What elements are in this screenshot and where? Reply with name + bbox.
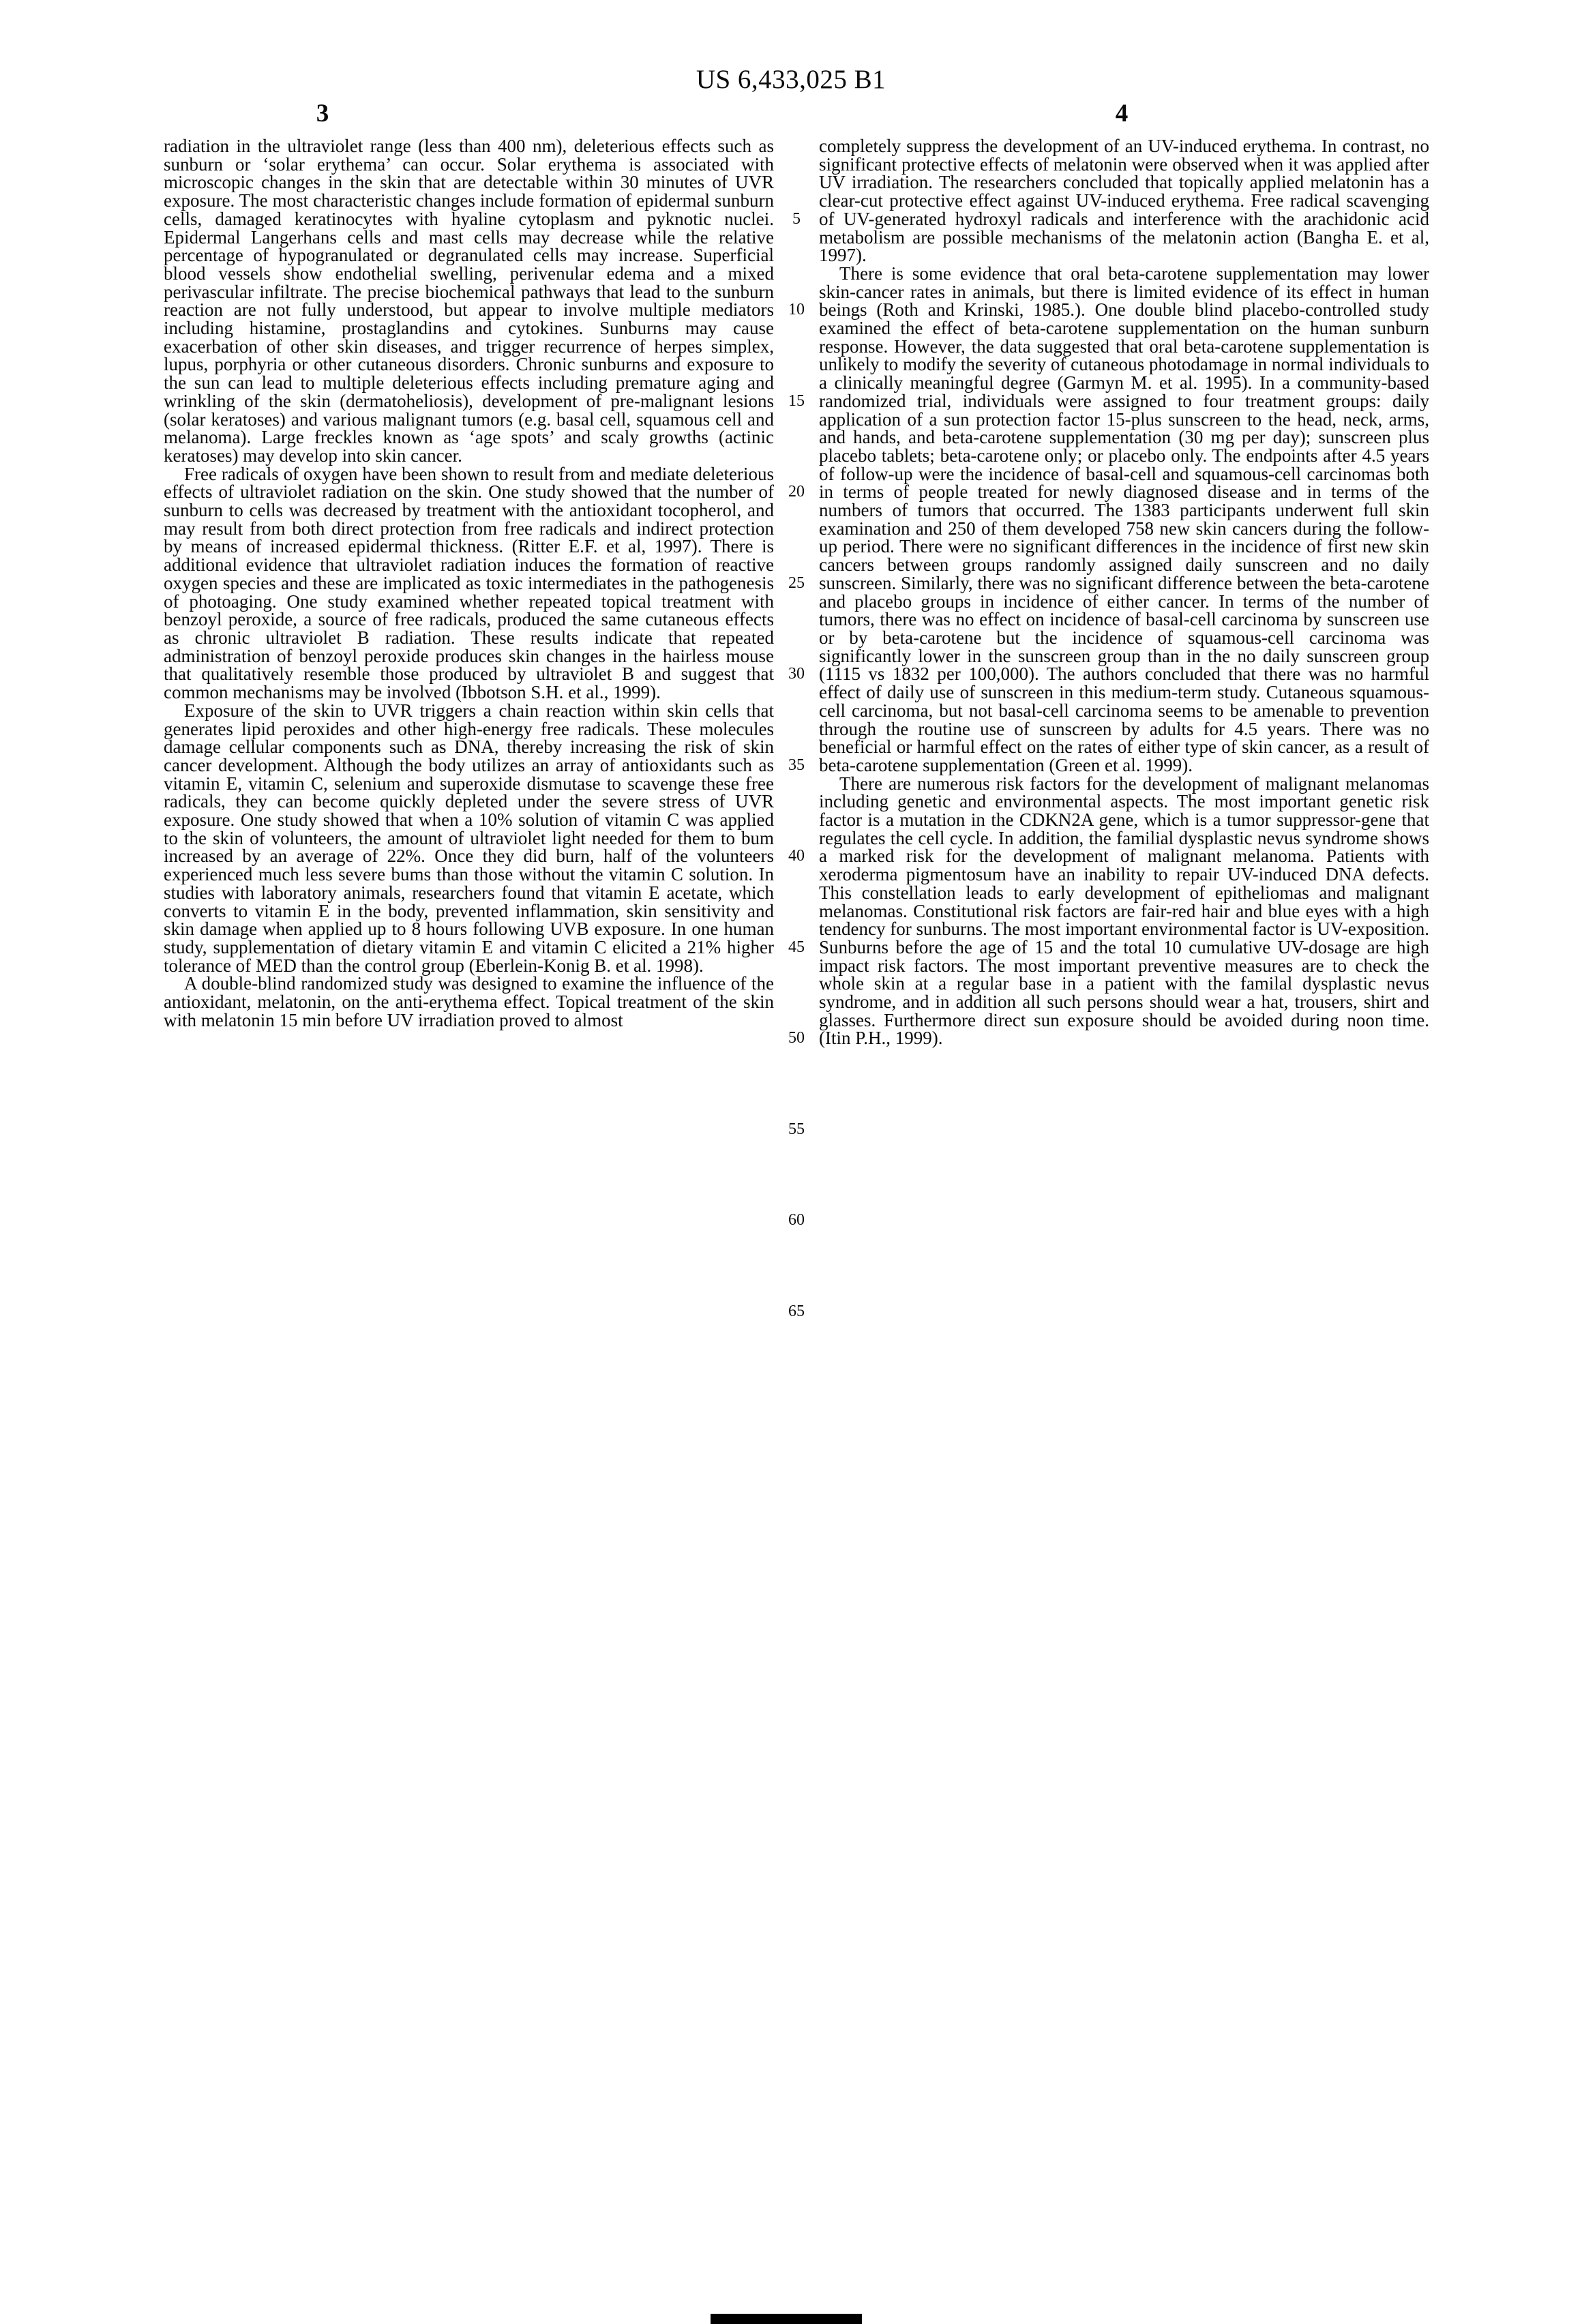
two-column-text-body: [0, 132, 1582, 1320]
left-column-text: [164, 137, 774, 1029]
line-number: 50: [788, 1029, 805, 1047]
line-number: 30: [788, 665, 805, 683]
line-number: 55: [788, 1120, 805, 1138]
line-number: 65: [788, 1302, 805, 1320]
line-number: 5: [792, 209, 801, 228]
paragraph: There is some evidence that oral beta-carotene supplementation may lower skin-cancer rates in animals, but there is limited evidence of its effect in human beings (Roth and Krinski, 1985.). One double blind placebo-controlled study examined the effect of beta-carotene supplementation on the human sunburn response. However, the data suggested that oral beta-carotene supplementation is unlikely to modify the severity of cutaneous photodamage in normal individuals to a clinically meaningful degree (Garmyn M. et al. 1995). In a community-based randomized trial, individuals were assigned to four treatment groups: daily application of a sun protection factor 15-plus sunscreen to the head, neck, arms, and hands, and beta-carotene supplementation (30 mg per day); sunscreen plus placebo tablets; beta-carotene only; or placebo only. The endpoints after 4.5 years of follow-up were the incidence of basal-cell and squamous-cell carcinomas both in terms of people treated for newly diagnosed disease and in terms of the numbers of tumors that occurred. The 1383 participants underwent full skin examination and 250 of them developed 758 new skin cancers during the follow-up period. There were no significant differences in the incidence of first new skin cancers between groups randomly assigned daily sunscreen and no daily sunscreen. Similarly, there was no significant difference between the beta-carotene and placebo groups in incidence of either cancer. In terms of the number of tumors, there was no effect on incidence of basal-cell carcinoma by sunscreen use or by beta-carotene but the incidence of squamous-cell carcinoma was significantly lower in the sunscreen group than in the no daily sunscreen group (1115 vs 1832 per 100,000). The authors concluded that there was no harmful effect of daily use of sunscreen in this medium-term study. Cutaneous squamous-cell carcinoma, but not basal-cell carcinoma seems to be amenable to prevention through the routine use of sunscreen by adults for 4.5 years. There was no beneficial or harmful effect on the rates of either type of skin cancer, as a result of beta-carotene supplementation (Green et al. 1999).: [819, 263, 1429, 775]
line-number: 40: [788, 847, 805, 865]
patent-number-header: US 6,433,025 B1: [696, 65, 886, 94]
right-column-number: 4: [1115, 100, 1129, 128]
paragraph: Free radicals of oxygen have been shown to result from and mediate deleterious effects of ultraviolet radiation on the skin. One study showed that the number of sunburn to cells was decreased by treatment with the antioxidant tocopherol, and may result from both direct protection from free radicals and indirect protection by means of increased epidermal thickness. (Ritter E.F. et al, 1997). There is additional evidence that ultraviolet radiation induces the formation of reactive oxygen species and these are implicated as toxic intermediates in the pathogenesis of photoaging. One study examined whether repeated topical treatment with benzoyl peroxide, a source of free radicals, produced the same cutaneous effects as chronic ultraviolet B radiation. These results indicate that repeated administration of benzoyl peroxide produces skin changes in the hairless mouse that qualitatively resemble those produced by ultraviolet B and suggest that common mechanisms may be involved (Ibbotson S.H. et al., 1999).: [164, 463, 774, 703]
line-number: 60: [788, 1211, 805, 1230]
paragraph: Exposure of the skin to UVR triggers a chain reaction within skin cells that generates lipid peroxides and other high-energy free radicals. These molecules damage cellular components such as DNA, thereby increasing the risk of skin cancer development. Although the body utilizes an array of antioxidants such as vitamin E, vitamin C, selenium and superoxide dismutase to scavenge these free radicals, they can become quickly depleted under the severe stress of UVR exposure. One study showed that when a 10% solution of vitamin C was applied to the skin of volunteers, the amount of ultraviolet light needed for them to bum increased by an average of 22%. Once they did burn, half of the volunteers experienced much less severe bums than those without the vitamin C solution. In studies with laboratory animals, researchers found that vitamin E acetate, which converts to vitamin E in the body, prevented inflammation, skin sensitivity and skin damage when applied up to 8 hours following UVB exposure. In one human study, supplementation of dietary vitamin E and vitamin C elicited a 21% higher tolerance of MED than the control group (Eberlein-Konig B. et al. 1998).: [164, 700, 774, 976]
paragraph: A double-blind randomized study was designed to examine the influence of the antioxidant, melatonin, on the anti-erythema effect. Topical treatment of the skin with melatonin 15 min before UV irradiation proved to almost: [164, 973, 774, 1030]
line-number: 15: [788, 391, 805, 410]
scan-artifact: [711, 2314, 862, 2324]
line-number: 25: [788, 573, 805, 592]
line-number: 10: [788, 301, 805, 319]
left-column-number: 3: [316, 100, 329, 128]
line-number: 45: [788, 938, 805, 956]
right-column-text: [819, 137, 1429, 1047]
line-number: 20: [788, 483, 805, 501]
paragraph: completely suppress the development of an UV-induced erythema. In contrast, no significant protective effects of melatonin were observed when it was applied after UV irradiation. The researchers concluded that topically applied melatonin has a clear-cut protective effect against UV-induced erythema. Free radical scavenging of UV-generated hydroxyl radicals and interference with the arachidonic acid metabolism are possible mechanisms of the melatonin action (Bangha E. et al, 1997).: [819, 136, 1429, 266]
line-number-gutter: [774, 137, 819, 1320]
line-number: 35: [788, 756, 805, 774]
paragraph: radiation in the ultraviolet range (less than 400 nm), deleterious effects such as sunburn or ‘solar erythema’ can occur. Solar erythema is associated with microscopic changes in the skin that are detectable within 30 minutes of UVR exposure. The most characteristic changes include formation of epidermal sunburn cells, damaged keratinocytes with hyaline cytoplasm and pyknotic nuclei. Epidermal Langerhans cells and mast cells may decrease while the relative percentage of hypogranulated or degranulated cells may increase. Superficial blood vessels show endothelial swelling, perivenular edema and a mixed perivascular infiltrate. The precise biochemical pathways that lead to the sunburn reaction are not fully understood, but appear to involve multiple mediators including histamine, prostaglandins and cytokines. Sunburns may cause exacerbation of other skin diseases, and trigger recurrence of herpes simplex, lupus, porphyria or other cutaneous disorders. Chronic sunburns and exposure to the sun can lead to multiple deleterious effects including premature aging and wrinkling of the skin (dermatoheliosis), development of pre-malignant lesions (solar keratoses) and various malignant tumors (e.g. basal cell, squamous cell and melanoma). Large freckles known as ‘age spots’ and scaly growths (actinic keratoses) may develop into skin cancer.: [164, 136, 774, 466]
paragraph: There are numerous risk factors for the development of malignant melanomas including genetic and environmental aspects. The most important genetic risk factor is a mutation in the CDKN2A gene, which is a tumor suppressor-gene that regulates the cell cycle. In addition, the familial dysplastic nevus syndrome shows a marked risk for the development of malignant melanoma. Patients with xeroderma pigmentosum have an inability to repair UV-induced DNA defects. This constellation leads to early development of epitheliomas and malignant melanomas. Constitutional risk factors are fair-red hair and blue eyes with a high tendency for sunburns. The most important environmental factor is UV-exposition. Sunburns before the age of 15 and the total 10 cumulative UV-dosage are high impact risk factors. The most important preventive measures are to check the whole skin at a regular base in a patient with the familal dysplastic nevus syndrome, and in addition all such persons should wear a hat, trousers, shirt and glasses. Furthermore direct sun exposure should be avoided during noon time. (Itin P.H., 1999).: [819, 773, 1429, 1049]
column-number-row: [0, 99, 1582, 132]
